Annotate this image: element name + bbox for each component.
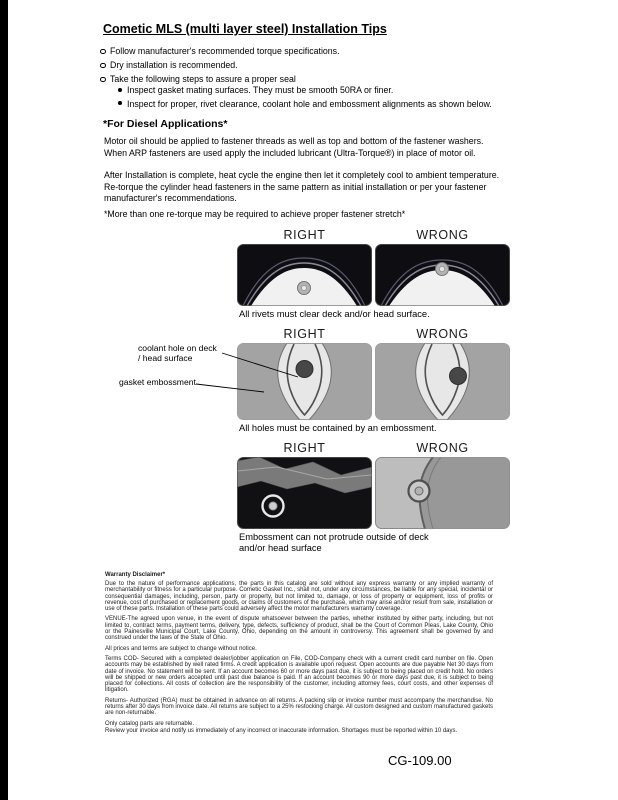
legal-paragraph: VENUE-The agreed upon venue, in the event of dispute whatsoever between the parties, whether instituted by either party, including, but not limited to, contract terms, payment terms, delivery, type, defects, sufficiency of product, shall be the Court of Common Pleas, Lake County, Ohio or the Painesville Municipal Court, Lake County, Ohio, depending on the amount in controversy. This agreement shall be governed by and construed under the laws of the State of Ohio. xyxy=(105,616,493,642)
sub-tip-item: Inspect for proper, rivet clearance, coolant hole and embossment alignments as shown below. xyxy=(117,99,492,109)
rivet-caption: All rivets must clear deck and/or head surface. xyxy=(239,309,430,319)
wrong-label: WRONG xyxy=(416,441,469,455)
legal-paragraph: Returns- Authorized (RGA) must be obtained in advance on all returns. A packing slip or invoice number must accompany the merchandise. No returns after 30 days from invoice date. All returns are subject to a 25% restocking charge. All custom designed and custom manufactured gaskets are non-returnable. xyxy=(105,697,493,717)
right-label: RIGHT xyxy=(283,441,326,455)
diagram-section xyxy=(237,228,513,554)
coolant-hole xyxy=(450,368,467,385)
diesel-paragraph-1: Motor oil should be applied to fastener threads as well as top and bottom of the fastener washers. When ARP fasteners are used apply the included lubricant (Ultra-Torque®) in place of motor oil. xyxy=(104,136,484,158)
sub-tips-list xyxy=(117,85,492,112)
protrusion-right-diagram xyxy=(237,457,372,529)
legal-paragraph: Review your invoice and notify us immediately of any incorrect or inaccurate information. Shortages must be reported within 10 days. xyxy=(105,727,458,734)
legal-paragraph: Terms COD- Secured with a completed dealer/jobber application on File, COD-Company check with a current credit card number on file. Open accounts may be established by well rated firms. A credit application is available upon request. Open accounts are due payable Net 30 days from date of invoice. No statement will be sent. If an account becomes 60 or more days past due, it is subject to being placed on credit hold. No orders will be shipped or new orders accepted until past due balance is paid. If an account becomes 90 or more days past due, it is subject to being placed for collections. All costs of collection are the responsibility of the customer, including attorney fees, court costs, and other expenses of litigation. xyxy=(105,655,493,694)
protrusion-caption: Embossment can not protrude outside of deck and/or head surface xyxy=(239,532,429,553)
diesel-heading: *For Diesel Applications* xyxy=(103,118,228,130)
document-code: CG-109.00 xyxy=(388,753,452,768)
rivet-right-diagram xyxy=(237,244,372,306)
tip-item: Take the following steps to assure a proper seal xyxy=(99,74,340,84)
page-title: Cometic MLS (multi layer steel) Installation Tips xyxy=(103,22,387,36)
tip-item: Dry installation is recommended. xyxy=(99,60,340,70)
hole-right-diagram xyxy=(237,343,372,420)
protrusion-row xyxy=(237,441,513,529)
embossment-caption: All holes must be contained by an embossment. xyxy=(239,423,437,433)
legal-paragraph: Due to the nature of performance applications, the parts in this catalog are sold without any express warranty or any implied warranty of merchantability or fitness for a particular purpose. Cometic Gasket Inc., shall not, under any circumstances, be liable for any special, incidental or consequential damages, including, person, party or property, but not limited to, damage, or loss of property or equipment, loss of profits or revenue, cost of purchased or replacement goods, or claims of customers of the purchase, which may arise and/or result from sale, installation or use of these parts. Installation of these parts could adversely affect the motor manufacturers warranty coverage. xyxy=(105,581,493,613)
wrong-label: WRONG xyxy=(416,327,469,341)
retorque-note: *More than one re-torque may be required to achieve proper fastener stretch* xyxy=(104,209,406,219)
coolant-hole xyxy=(296,361,313,378)
rivet-clearance-row xyxy=(237,228,513,306)
wrong-label: WRONG xyxy=(416,228,469,242)
scan-left-edge xyxy=(0,0,8,800)
rivet-wrong-diagram xyxy=(375,244,510,306)
legal-paragraph: Only catalog parts are returnable. xyxy=(105,720,195,727)
diesel-paragraph-2: After Installation is complete, heat cycle the engine then let it completely cool to ambient temperature. Re-torque the cylinder head fasteners in the same pattern as initial installation or per your fastener manufacturer's recommendations. xyxy=(104,170,500,203)
warranty-heading: Warranty Disclaimer* xyxy=(105,572,166,578)
sub-tip-item: Inspect gasket mating surfaces. They must be smooth 50RA or finer. xyxy=(117,85,492,95)
tips-list xyxy=(99,46,340,88)
embossment-containment-row xyxy=(237,327,513,420)
right-label: RIGHT xyxy=(283,327,326,341)
coolant-hole-callout: coolant hole on deck / head surface xyxy=(138,343,217,363)
hole-wrong-diagram xyxy=(375,343,510,420)
protrusion-wrong-diagram xyxy=(375,457,510,529)
legal-paragraph: All prices and terms are subject to change without notice. xyxy=(105,645,257,652)
tip-item: Follow manufacturer's recommended torque specifications. xyxy=(99,46,340,56)
warranty-disclaimer-section xyxy=(105,572,493,738)
gasket-embossment-callout: gasket embossment xyxy=(119,377,196,387)
right-label: RIGHT xyxy=(283,228,326,242)
